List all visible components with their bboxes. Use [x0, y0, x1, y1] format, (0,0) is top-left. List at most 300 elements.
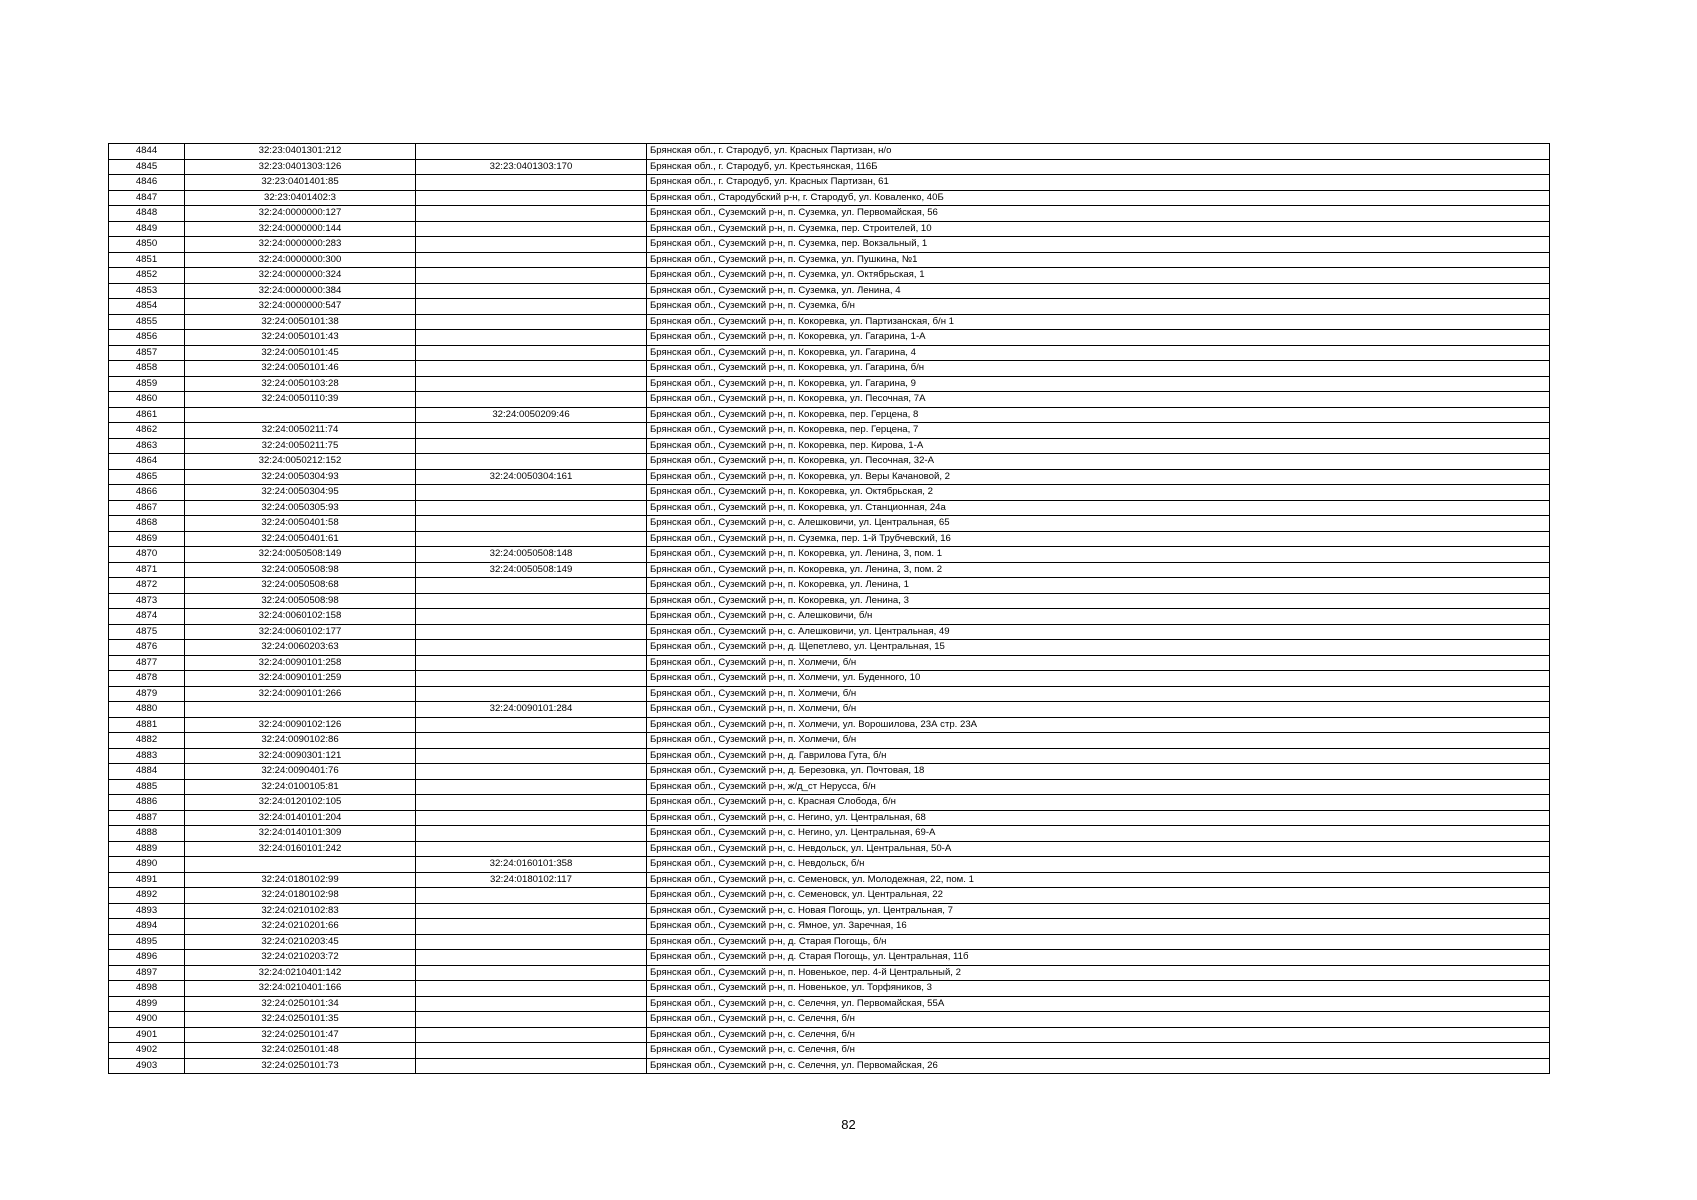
address-cell: Брянская обл., Суземский р-н, п. Новенькое, ул. Торфяников, 3	[647, 981, 1550, 997]
cadastral-number-cell: 32:24:0180102:98	[185, 888, 416, 904]
address-cell: Брянская обл., Суземский р-н, п. Кокоревка, ул. Ленина, 3, пом. 2	[647, 562, 1550, 578]
address-cell: Брянская обл., Суземский р-н, с. Алешковичи, б/н	[647, 609, 1550, 625]
row-number-cell: 4876	[109, 640, 185, 656]
table-row	[109, 423, 1550, 439]
row-number-cell: 4897	[109, 965, 185, 981]
table-row	[109, 206, 1550, 222]
address-cell: Брянская обл., Суземский р-н, п. Суземка, пер. Вокзальный, 1	[647, 237, 1550, 253]
row-number-cell: 4893	[109, 903, 185, 919]
cadastral-number-cell: 32:24:0180102:99	[185, 872, 416, 888]
address-cell: Брянская обл., Суземский р-н, п. Суземка, б/н	[647, 299, 1550, 315]
row-number-cell: 4873	[109, 593, 185, 609]
row-number-cell: 4898	[109, 981, 185, 997]
building-cadastral-number-cell	[416, 190, 647, 206]
address-cell: Брянская обл., Суземский р-н, п. Кокоревка, ул. Гагарина, 1-А	[647, 330, 1550, 346]
row-number-cell: 4899	[109, 996, 185, 1012]
table-row	[109, 159, 1550, 175]
address-cell: Брянская обл., Суземский р-н, п. Кокоревка, ул. Гагарина, б/н	[647, 361, 1550, 377]
cadastral-number-cell: 32:24:0090401:76	[185, 764, 416, 780]
table-row	[109, 996, 1550, 1012]
address-cell: Брянская обл., Суземский р-н, д. Старая Погощь, ул. Центральная, 11б	[647, 950, 1550, 966]
table-row	[109, 764, 1550, 780]
row-number-cell: 4884	[109, 764, 185, 780]
cadastral-number-cell: 32:24:0000000:384	[185, 283, 416, 299]
building-cadastral-number-cell	[416, 314, 647, 330]
cadastral-number-cell: 32:24:0090101:259	[185, 671, 416, 687]
building-cadastral-number-cell	[416, 934, 647, 950]
cadastral-number-cell: 32:24:0050101:38	[185, 314, 416, 330]
table-row	[109, 392, 1550, 408]
row-number-cell: 4883	[109, 748, 185, 764]
address-cell: Брянская обл., Суземский р-н, п. Суземка, пер. 1-й Трубчевский, 16	[647, 531, 1550, 547]
row-number-cell: 4863	[109, 438, 185, 454]
building-cadastral-number-cell	[416, 965, 647, 981]
row-number-cell: 4874	[109, 609, 185, 625]
building-cadastral-number-cell	[416, 640, 647, 656]
cadastral-number-cell: 32:24:0250101:47	[185, 1027, 416, 1043]
row-number-cell: 4858	[109, 361, 185, 377]
table-row	[109, 826, 1550, 842]
cadastral-number-cell: 32:23:0401301:212	[185, 144, 416, 160]
address-cell: Брянская обл., Суземский р-н, д. Старая Погощь, б/н	[647, 934, 1550, 950]
building-cadastral-number-cell	[416, 733, 647, 749]
cadastral-number-cell: 32:24:0210401:142	[185, 965, 416, 981]
cadastral-number-cell: 32:24:0250101:73	[185, 1058, 416, 1074]
cadastral-number-cell: 32:24:0210201:66	[185, 919, 416, 935]
table-row	[109, 376, 1550, 392]
table-row	[109, 237, 1550, 253]
address-cell: Брянская обл., Суземский р-н, с. Невдольск, ул. Центральная, 50-А	[647, 841, 1550, 857]
cadastral-number-cell: 32:24:0250101:48	[185, 1043, 416, 1059]
cadastral-number-cell: 32:23:0401303:126	[185, 159, 416, 175]
cadastral-number-cell: 32:24:0050101:46	[185, 361, 416, 377]
table-row	[109, 175, 1550, 191]
cadastral-number-cell: 32:24:0060102:177	[185, 624, 416, 640]
row-number-cell: 4853	[109, 283, 185, 299]
row-number-cell: 4879	[109, 686, 185, 702]
table-row	[109, 1043, 1550, 1059]
building-cadastral-number-cell	[416, 392, 647, 408]
row-number-cell: 4889	[109, 841, 185, 857]
address-cell: Брянская обл., г. Стародуб, ул. Красных Партизан, 61	[647, 175, 1550, 191]
address-cell: Брянская обл., Суземский р-н, с. Селечня, ул. Первомайская, 26	[647, 1058, 1550, 1074]
building-cadastral-number-cell: 32:24:0090101:284	[416, 702, 647, 718]
cadastral-number-cell: 32:24:0050101:45	[185, 345, 416, 361]
row-number-cell: 4885	[109, 779, 185, 795]
row-number-cell: 4903	[109, 1058, 185, 1074]
address-cell: Брянская обл., Суземский р-н, с. Алешковичи, ул. Центральная, 49	[647, 624, 1550, 640]
table-row	[109, 624, 1550, 640]
table-row	[109, 361, 1550, 377]
building-cadastral-number-cell	[416, 345, 647, 361]
row-number-cell: 4888	[109, 826, 185, 842]
address-cell: Брянская обл., Суземский р-н, п. Суземка, пер. Строителей, 10	[647, 221, 1550, 237]
address-cell: Брянская обл., Суземский р-н, п. Кокоревка, ул. Станционная, 24а	[647, 500, 1550, 516]
cadastral-number-cell: 32:24:0050401:61	[185, 531, 416, 547]
row-number-cell: 4871	[109, 562, 185, 578]
address-cell: Брянская обл., Суземский р-н, п. Суземка, ул. Октябрьская, 1	[647, 268, 1550, 284]
table-row	[109, 221, 1550, 237]
table-row	[109, 299, 1550, 315]
address-cell: Брянская обл., г. Стародуб, ул. Крестьянская, 116Б	[647, 159, 1550, 175]
cadastral-number-cell: 32:24:0050508:68	[185, 578, 416, 594]
row-number-cell: 4900	[109, 1012, 185, 1028]
building-cadastral-number-cell	[416, 996, 647, 1012]
address-cell: Брянская обл., Суземский р-н, с. Красная Слобода, б/н	[647, 795, 1550, 811]
table-row	[109, 562, 1550, 578]
cadastral-number-cell	[185, 407, 416, 423]
cadastral-number-cell: 32:24:0060102:158	[185, 609, 416, 625]
cadastral-number-cell: 32:24:0250101:35	[185, 1012, 416, 1028]
cadastral-number-cell: 32:24:0050508:149	[185, 547, 416, 563]
table-row	[109, 733, 1550, 749]
address-cell: Брянская обл., Суземский р-н, п. Суземка, ул. Пушкина, №1	[647, 252, 1550, 268]
address-cell: Брянская обл., Суземский р-н, п. Кокоревка, ул. Октябрьская, 2	[647, 485, 1550, 501]
address-cell: Брянская обл., Суземский р-н, п. Холмечи, б/н	[647, 655, 1550, 671]
cadastral-number-cell: 32:24:0050401:58	[185, 516, 416, 532]
table-row	[109, 190, 1550, 206]
building-cadastral-number-cell	[416, 361, 647, 377]
cadastral-number-cell: 32:24:0050211:75	[185, 438, 416, 454]
table-row	[109, 578, 1550, 594]
table-row	[109, 593, 1550, 609]
cadastral-number-cell: 32:24:0120102:105	[185, 795, 416, 811]
row-number-cell: 4860	[109, 392, 185, 408]
building-cadastral-number-cell	[416, 1043, 647, 1059]
cadastral-number-cell: 32:23:0401402:3	[185, 190, 416, 206]
building-cadastral-number-cell	[416, 950, 647, 966]
row-number-cell: 4867	[109, 500, 185, 516]
building-cadastral-number-cell	[416, 624, 647, 640]
cadastral-number-cell: 32:24:0100105:81	[185, 779, 416, 795]
building-cadastral-number-cell	[416, 1058, 647, 1074]
table-row	[109, 283, 1550, 299]
building-cadastral-number-cell	[416, 252, 647, 268]
building-cadastral-number-cell: 32:24:0180102:117	[416, 872, 647, 888]
building-cadastral-number-cell	[416, 655, 647, 671]
row-number-cell: 4857	[109, 345, 185, 361]
address-cell: Брянская обл., Суземский р-н, с. Ямное, ул. Заречная, 16	[647, 919, 1550, 935]
address-cell: Брянская обл., Суземский р-н, с. Новая Погощь, ул. Центральная, 7	[647, 903, 1550, 919]
building-cadastral-number-cell	[416, 810, 647, 826]
building-cadastral-number-cell	[416, 376, 647, 392]
cadastral-number-cell: 32:24:0210102:83	[185, 903, 416, 919]
cadastral-number-cell: 32:23:0401401:85	[185, 175, 416, 191]
cadastral-number-cell: 32:24:0000000:283	[185, 237, 416, 253]
cadastral-number-cell: 32:24:0000000:300	[185, 252, 416, 268]
building-cadastral-number-cell	[416, 221, 647, 237]
table-row	[109, 795, 1550, 811]
table-row	[109, 314, 1550, 330]
table-row	[109, 438, 1550, 454]
address-cell: Брянская обл., Суземский р-н, ж/д_ст Неруcса, б/н	[647, 779, 1550, 795]
row-number-cell: 4851	[109, 252, 185, 268]
row-number-cell: 4902	[109, 1043, 185, 1059]
cadastral-number-cell: 32:24:0210203:72	[185, 950, 416, 966]
cadastral-number-cell: 32:24:0000000:127	[185, 206, 416, 222]
cadastral-number-cell: 32:24:0050508:98	[185, 562, 416, 578]
building-cadastral-number-cell	[416, 283, 647, 299]
building-cadastral-number-cell: 32:24:0050508:149	[416, 562, 647, 578]
address-cell: Брянская обл., Суземский р-н, п. Холмечи, ул. Буденного, 10	[647, 671, 1550, 687]
row-number-cell: 4886	[109, 795, 185, 811]
cadastral-number-cell: 32:24:0090101:266	[185, 686, 416, 702]
row-number-cell: 4864	[109, 454, 185, 470]
table-row	[109, 810, 1550, 826]
table-row	[109, 934, 1550, 950]
row-number-cell: 4872	[109, 578, 185, 594]
table-row	[109, 1027, 1550, 1043]
table-row	[109, 779, 1550, 795]
cadastral-number-cell: 32:24:0000000:324	[185, 268, 416, 284]
row-number-cell: 4894	[109, 919, 185, 935]
building-cadastral-number-cell	[416, 237, 647, 253]
table-row	[109, 500, 1550, 516]
registry-table	[108, 143, 1550, 1074]
row-number-cell: 4861	[109, 407, 185, 423]
cadastral-number-cell: 32:24:0050212:152	[185, 454, 416, 470]
table-row	[109, 671, 1550, 687]
building-cadastral-number-cell	[416, 764, 647, 780]
address-cell: Брянская обл., Суземский р-н, п. Холмечи, ул. Ворошилова, 23А стр. 23А	[647, 717, 1550, 733]
page-number: 82	[841, 1117, 856, 1132]
cadastral-number-cell: 32:24:0050110:39	[185, 392, 416, 408]
cadastral-number-cell: 32:24:0210203:45	[185, 934, 416, 950]
row-number-cell: 4875	[109, 624, 185, 640]
address-cell: Брянская обл., Стародубский р-н, г. Стародуб, ул. Коваленко, 40Б	[647, 190, 1550, 206]
building-cadastral-number-cell	[416, 516, 647, 532]
address-cell: Брянская обл., Суземский р-н, п. Кокоревка, ул. Ленина, 3	[647, 593, 1550, 609]
address-cell: Брянская обл., Суземский р-н, с. Селечня, б/н	[647, 1027, 1550, 1043]
cadastral-number-cell: 32:24:0050508:98	[185, 593, 416, 609]
row-number-cell: 4892	[109, 888, 185, 904]
address-cell: Брянская обл., Суземский р-н, с. Алешковичи, ул. Центральная, 65	[647, 516, 1550, 532]
address-cell: Брянская обл., Суземский р-н, п. Кокоревка, ул. Песочная, 7А	[647, 392, 1550, 408]
address-cell: Брянская обл., Суземский р-н, с. Семеновск, ул. Центральная, 22	[647, 888, 1550, 904]
building-cadastral-number-cell	[416, 748, 647, 764]
row-number-cell: 4878	[109, 671, 185, 687]
row-number-cell: 4862	[109, 423, 185, 439]
address-cell: Брянская обл., Суземский р-н, п. Кокоревка, ул. Партизанская, б/н 1	[647, 314, 1550, 330]
row-number-cell: 4891	[109, 872, 185, 888]
cadastral-number-cell: 32:24:0210401:166	[185, 981, 416, 997]
building-cadastral-number-cell	[416, 500, 647, 516]
address-cell: Брянская обл., Суземский р-н, п. Кокоревка, ул. Ленина, 3, пом. 1	[647, 547, 1550, 563]
row-number-cell: 4881	[109, 717, 185, 733]
cadastral-number-cell	[185, 702, 416, 718]
table-row	[109, 469, 1550, 485]
building-cadastral-number-cell	[416, 438, 647, 454]
building-cadastral-number-cell	[416, 919, 647, 935]
table-row	[109, 841, 1550, 857]
building-cadastral-number-cell	[416, 981, 647, 997]
building-cadastral-number-cell	[416, 903, 647, 919]
table-row	[109, 702, 1550, 718]
table-row	[109, 252, 1550, 268]
address-cell: Брянская обл., Суземский р-н, с. Селечня, б/н	[647, 1043, 1550, 1059]
row-number-cell: 4859	[109, 376, 185, 392]
building-cadastral-number-cell	[416, 795, 647, 811]
table-row	[109, 144, 1550, 160]
address-cell: Брянская обл., Суземский р-н, п. Новенькое, пер. 4-й Центральный, 2	[647, 965, 1550, 981]
building-cadastral-number-cell: 32:23:0401303:170	[416, 159, 647, 175]
table-row	[109, 686, 1550, 702]
table-row	[109, 903, 1550, 919]
address-cell: Брянская обл., Суземский р-н, д. Щепетлево, ул. Центральная, 15	[647, 640, 1550, 656]
cadastral-number-cell: 32:24:0060203:63	[185, 640, 416, 656]
cadastral-number-cell: 32:24:0050304:93	[185, 469, 416, 485]
building-cadastral-number-cell	[416, 423, 647, 439]
building-cadastral-number-cell: 32:24:0050209:46	[416, 407, 647, 423]
building-cadastral-number-cell	[416, 299, 647, 315]
building-cadastral-number-cell	[416, 268, 647, 284]
cadastral-number-cell: 32:24:0050304:95	[185, 485, 416, 501]
address-cell: Брянская обл., г. Стародуб, ул. Красных Партизан, н/о	[647, 144, 1550, 160]
building-cadastral-number-cell	[416, 330, 647, 346]
table-row	[109, 655, 1550, 671]
table-row	[109, 950, 1550, 966]
address-cell: Брянская обл., Суземский р-н, п. Кокоревка, ул. Ленина, 1	[647, 578, 1550, 594]
building-cadastral-number-cell	[416, 1027, 647, 1043]
address-cell: Брянская обл., Суземский р-н, п. Кокоревка, ул. Гагарина, 9	[647, 376, 1550, 392]
address-cell: Брянская обл., Суземский р-н, п. Холмечи, б/н	[647, 702, 1550, 718]
row-number-cell: 4849	[109, 221, 185, 237]
registry-table-body	[109, 144, 1550, 1074]
cadastral-number-cell: 32:24:0140101:204	[185, 810, 416, 826]
building-cadastral-number-cell	[416, 686, 647, 702]
table-row	[109, 454, 1550, 470]
table-row	[109, 717, 1550, 733]
building-cadastral-number-cell	[416, 888, 647, 904]
building-cadastral-number-cell	[416, 206, 647, 222]
building-cadastral-number-cell	[416, 717, 647, 733]
address-cell: Брянская обл., Суземский р-н, п. Кокоревка, пер. Герцена, 7	[647, 423, 1550, 439]
address-cell: Брянская обл., Суземский р-н, п. Холмечи, б/н	[647, 733, 1550, 749]
row-number-cell: 4880	[109, 702, 185, 718]
building-cadastral-number-cell: 32:24:0160101:358	[416, 857, 647, 873]
building-cadastral-number-cell	[416, 841, 647, 857]
row-number-cell: 4850	[109, 237, 185, 253]
row-number-cell: 4854	[109, 299, 185, 315]
row-number-cell: 4887	[109, 810, 185, 826]
cadastral-number-cell: 32:24:0250101:34	[185, 996, 416, 1012]
row-number-cell: 4868	[109, 516, 185, 532]
table-row	[109, 330, 1550, 346]
cadastral-number-cell: 32:24:0160101:242	[185, 841, 416, 857]
building-cadastral-number-cell	[416, 1012, 647, 1028]
building-cadastral-number-cell	[416, 144, 647, 160]
address-cell: Брянская обл., Суземский р-н, п. Кокоревка, ул. Гагарина, 4	[647, 345, 1550, 361]
address-cell: Брянская обл., Суземский р-н, д. Березовка, ул. Почтовая, 18	[647, 764, 1550, 780]
address-cell: Брянская обл., Суземский р-н, с. Негино, ул. Центральная, 69-А	[647, 826, 1550, 842]
table-row	[109, 1012, 1550, 1028]
address-cell: Брянская обл., Суземский р-н, п. Суземка, ул. Ленина, 4	[647, 283, 1550, 299]
building-cadastral-number-cell	[416, 779, 647, 795]
table-row	[109, 872, 1550, 888]
building-cadastral-number-cell	[416, 593, 647, 609]
address-cell: Брянская обл., Суземский р-н, п. Кокоревка, ул. Песочная, 32-А	[647, 454, 1550, 470]
row-number-cell: 4844	[109, 144, 185, 160]
building-cadastral-number-cell	[416, 609, 647, 625]
row-number-cell: 4890	[109, 857, 185, 873]
building-cadastral-number-cell	[416, 671, 647, 687]
cadastral-number-cell: 32:24:0050103:28	[185, 376, 416, 392]
building-cadastral-number-cell	[416, 531, 647, 547]
address-cell: Брянская обл., Суземский р-н, п. Кокоревка, пер. Кирова, 1-А	[647, 438, 1550, 454]
cadastral-number-cell: 32:24:0000000:144	[185, 221, 416, 237]
row-number-cell: 4848	[109, 206, 185, 222]
table-row	[109, 1058, 1550, 1074]
address-cell: Брянская обл., Суземский р-н, д. Гаврилова Гута, б/н	[647, 748, 1550, 764]
cadastral-number-cell: 32:24:0090102:126	[185, 717, 416, 733]
address-cell: Брянская обл., Суземский р-н, п. Суземка, ул. Первомайская, 56	[647, 206, 1550, 222]
table-row	[109, 485, 1550, 501]
table-row	[109, 268, 1550, 284]
row-number-cell: 4866	[109, 485, 185, 501]
building-cadastral-number-cell	[416, 578, 647, 594]
table-row	[109, 516, 1550, 532]
building-cadastral-number-cell	[416, 175, 647, 191]
row-number-cell: 4901	[109, 1027, 185, 1043]
cadastral-number-cell: 32:24:0000000:547	[185, 299, 416, 315]
building-cadastral-number-cell	[416, 485, 647, 501]
row-number-cell: 4852	[109, 268, 185, 284]
cadastral-number-cell: 32:24:0050211:74	[185, 423, 416, 439]
building-cadastral-number-cell: 32:24:0050508:148	[416, 547, 647, 563]
row-number-cell: 4895	[109, 934, 185, 950]
row-number-cell: 4882	[109, 733, 185, 749]
cadastral-number-cell: 32:24:0090101:258	[185, 655, 416, 671]
cadastral-number-cell: 32:24:0050305:93	[185, 500, 416, 516]
row-number-cell: 4869	[109, 531, 185, 547]
building-cadastral-number-cell: 32:24:0050304:161	[416, 469, 647, 485]
address-cell: Брянская обл., Суземский р-н, с. Негино, ул. Центральная, 68	[647, 810, 1550, 826]
row-number-cell: 4845	[109, 159, 185, 175]
address-cell: Брянская обл., Суземский р-н, п. Кокоревка, ул. Веры Качановой, 2	[647, 469, 1550, 485]
table-row	[109, 345, 1550, 361]
row-number-cell: 4865	[109, 469, 185, 485]
table-row	[109, 981, 1550, 997]
table-row	[109, 609, 1550, 625]
table-row	[109, 407, 1550, 423]
table-row	[109, 965, 1550, 981]
row-number-cell: 4870	[109, 547, 185, 563]
table-row	[109, 640, 1550, 656]
address-cell: Брянская обл., Суземский р-н, с. Семеновск, ул. Молодежная, 22, пом. 1	[647, 872, 1550, 888]
table-row	[109, 531, 1550, 547]
address-cell: Брянская обл., Суземский р-н, с. Невдольск, б/н	[647, 857, 1550, 873]
table-row	[109, 547, 1550, 563]
row-number-cell: 4856	[109, 330, 185, 346]
row-number-cell: 4896	[109, 950, 185, 966]
building-cadastral-number-cell	[416, 826, 647, 842]
row-number-cell: 4877	[109, 655, 185, 671]
cadastral-number-cell	[185, 857, 416, 873]
row-number-cell: 4846	[109, 175, 185, 191]
cadastral-number-cell: 32:24:0140101:309	[185, 826, 416, 842]
cadastral-number-cell: 32:24:0090301:121	[185, 748, 416, 764]
cadastral-number-cell: 32:24:0050101:43	[185, 330, 416, 346]
table-row	[109, 888, 1550, 904]
address-cell: Брянская обл., Суземский р-н, с. Селечня, ул. Первомайская, 55А	[647, 996, 1550, 1012]
cadastral-number-cell: 32:24:0090102:86	[185, 733, 416, 749]
building-cadastral-number-cell	[416, 454, 647, 470]
table-row	[109, 919, 1550, 935]
row-number-cell: 4855	[109, 314, 185, 330]
row-number-cell: 4847	[109, 190, 185, 206]
address-cell: Брянская обл., Суземский р-н, п. Холмечи, б/н	[647, 686, 1550, 702]
table-row	[109, 748, 1550, 764]
